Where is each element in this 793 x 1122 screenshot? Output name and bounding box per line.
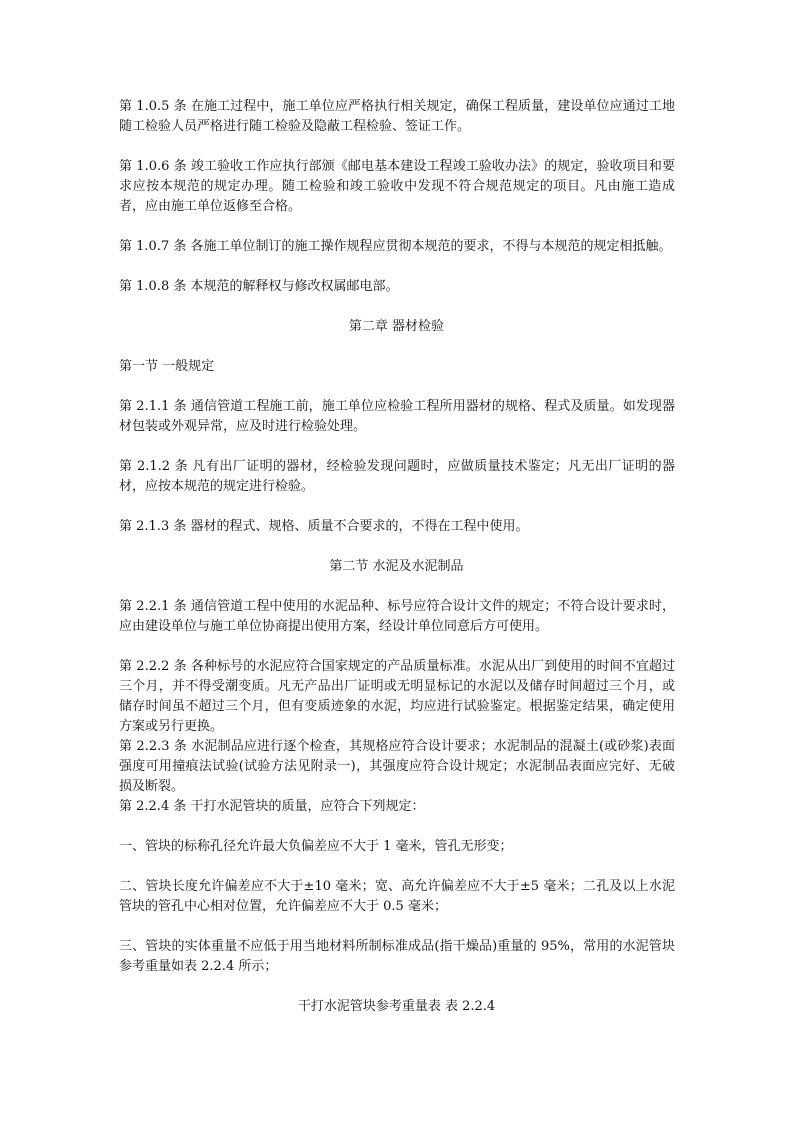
- article-2-2-4: 第 2.2.4 条 干打水泥管块的质量，应符合下列规定：: [119, 799, 425, 814]
- chapter-title: 第二章 器材检验: [348, 319, 445, 334]
- list-item-3: 三、管块的实体重量不应低于用当地材料所制标准成品(指干燥品)重量的 95%，常用的水泥管块参考重量如表 2.2.4 所示；: [119, 939, 675, 974]
- article-2-1-1: 第 2.1.1 条 通信管道工程施工前，施工单位应检验工程所用器材的规格、程式及质量。如发现器材包装或外观异常，应及时进行检验处理。: [119, 399, 675, 434]
- table-caption: 干打水泥管块参考重量表 表 2.2.4: [297, 999, 496, 1014]
- article-2-2-2: 第 2.2.2 条 各种标号的水泥应符合国家规定的产品质量标准。水泥从出厂到使用的时间不宜超过三个月，并不得受潮变质。凡无产品出厂证明或无明显标记的水泥以及储存时间超过三个月，或储存时间虽不超过三个月，但有变质迹象的水泥，均应进行试验鉴定。根据鉴定结果，确定使用方案或另行更换。: [119, 659, 675, 734]
- article-2-1-2: 第 2.1.2 条 凡有出厂证明的器材，经检验发现问题时，应做质量技术鉴定；凡无出厂证明的器材，应按本规范的规定进行检验。: [119, 459, 675, 494]
- article-1-0-7: 第 1.0.7 条 各施工单位制订的施工操作规程应贯彻本规范的要求，不得与本规范的规定相抵触。: [119, 239, 672, 254]
- article-2-2-1: 第 2.2.1 条 通信管道工程中使用的水泥品种、标号应符合设计文件的规定；不符合设计要求时，应由建设单位与施工单位协商提出使用方案，经设计单位同意后方可使用。: [119, 599, 675, 634]
- section-title-general: 第一节 一般规定: [119, 359, 215, 374]
- list-item-2: 二、管块长度允许偏差应不大于±10 毫米；宽、高允许偏差应不大于±5 毫米；二孔及以上水泥管块的管孔中心相对位置，允许偏差应不大于 0.5 毫米；: [119, 879, 675, 914]
- section-title-cement: 第二节 水泥及水泥制品: [329, 559, 464, 574]
- article-1-0-5: 第 1.0.5 条 在施工过程中，施工单位应严格执行相关规定，确保工程质量，建设单位应通过工地随工检验人员严格进行随工检验及隐蔽工程检验、签证工作。: [119, 99, 675, 134]
- article-1-0-8: 第 1.0.8 条 本规范的解释权与修改权属邮电部。: [119, 279, 399, 294]
- list-item-1: 一、管块的标称孔径允许最大负偏差应不大于 1 毫米，管孔无形变；: [119, 839, 513, 854]
- article-1-0-6: 第 1.0.6 条 竣工验收工作应执行部颁《邮电基本建设工程竣工验收办法》的规定，验收项目和要求应按本规范的规定办理。随工检验和竣工验收中发现不符合规范规定的项目。凡由施工造成者，应由施工单位返修至合格。: [119, 159, 675, 214]
- article-2-2-3: 第 2.2.3 条 水泥制品应进行逐个检查，其规格应符合设计要求；水泥制品的混凝土(或砂浆)表面强度可用撞痕法试验(试验方法见附录一)，其强度应符合设计规定；水泥制品表面应完好、无破损及断裂。: [119, 739, 675, 794]
- article-2-1-3: 第 2.1.3 条 器材的程式、规格、质量不合要求的，不得在工程中使用。: [119, 519, 529, 534]
